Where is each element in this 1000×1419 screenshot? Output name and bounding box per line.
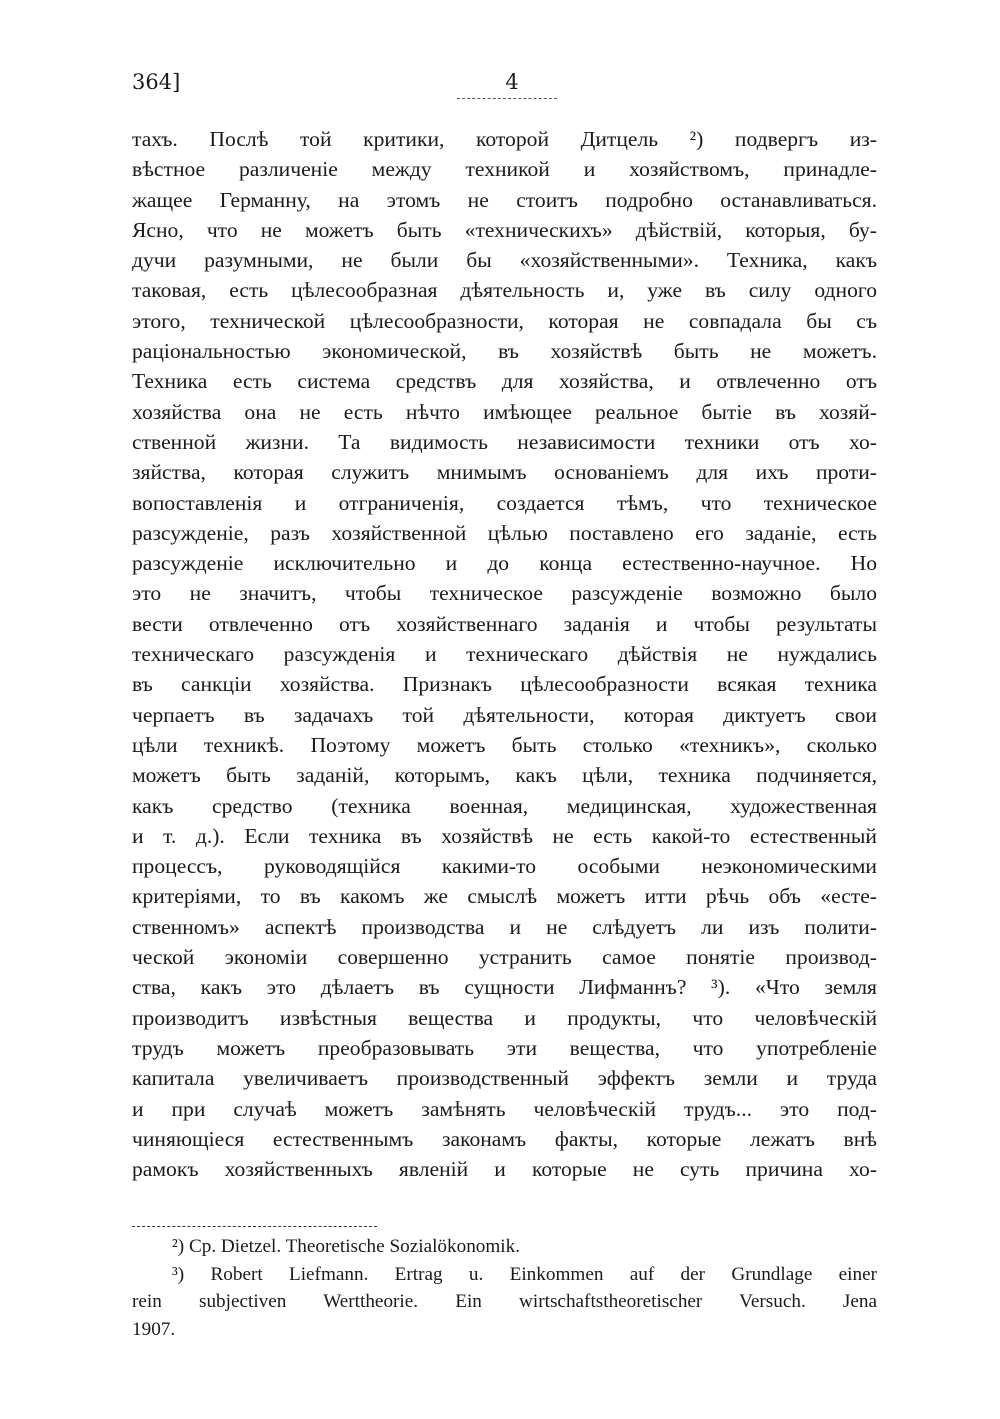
body-line: этого, технической цѣлесообразности, которая не совпадала бы съ xyxy=(132,308,877,333)
body-line: капитала увеличиваетъ производственный эффектъ земли и труда xyxy=(132,1066,877,1091)
body-line: разсужденіе исключительно и до конца естественно-научное. Но xyxy=(132,551,877,576)
body-line: это не значитъ, чтобы техническое разсужденіе возможно было xyxy=(132,581,877,606)
body-text xyxy=(132,124,877,1184)
body-line: цѣли техникѣ. Поэтому можетъ быть столько «техникъ», сколько xyxy=(132,732,877,757)
body-line: вѣстное различеніе между техникой и хозяйствомъ, принадле- xyxy=(132,157,877,182)
body-line: таковая, есть цѣлесообразная дѣятельность и, уже въ силу одного xyxy=(132,278,877,303)
body-line: въ санкціи хозяйства. Признакъ цѣлесообразности всякая техника xyxy=(132,672,877,697)
body-line: вести отвлеченно отъ хозяйственнаго заданія и чтобы результаты xyxy=(132,611,877,636)
body-line: критеріями, то въ какомъ же смыслѣ можетъ итти рѣчь объ «есте- xyxy=(132,884,877,909)
body-line: ческой экономіи совершенно устранить самое понятіе производ- xyxy=(132,945,877,970)
page-number: 364] xyxy=(132,70,181,94)
header-rule xyxy=(457,98,557,99)
body-line: и при случаѣ можетъ замѣнять человѣческій трудъ... это под- xyxy=(132,1096,877,1121)
footnote-2: ²) Cp. Dietzel. Theoretische Sozialökonomik. xyxy=(172,1236,521,1257)
footnote-divider xyxy=(132,1226,377,1227)
footnotes xyxy=(132,1233,877,1343)
body-line: ства, какъ это дѣлаетъ въ сущности Лифманнъ? ³). «Что земля xyxy=(132,975,877,1000)
body-line: разсужденіе, разъ хозяйственной цѣлью поставлено его заданіе, есть xyxy=(132,520,877,545)
body-line: и т. д.). Если техника въ хозяйствѣ не есть какой-то естественный xyxy=(132,823,877,848)
body-line: чиняющіеся естественнымъ законамъ факты, которые лежатъ внѣ xyxy=(132,1126,877,1151)
body-line: Техника есть система средствъ для хозяйства, и отвлеченно отъ xyxy=(132,369,877,394)
body-line: какъ средство (техника военная, медицинская, художественная xyxy=(132,793,877,818)
body-line: можетъ быть заданій, которымъ, какъ цѣли, техника подчиняется, xyxy=(132,763,877,788)
body-line: хозяйства она не есть нѣчто имѣющее реальное бытіе въ хозяй- xyxy=(132,399,877,424)
body-line: черпаетъ въ задачахъ той дѣятельности, которая диктуетъ свои xyxy=(132,702,877,727)
body-line: тахъ. Послѣ той критики, которой Дитцель ²) подвергъ из- xyxy=(132,127,877,151)
body-line: рамокъ хозяйственныхъ явленій и которые не суть причина хо- xyxy=(132,1157,877,1182)
body-line: Ясно, что не можетъ быть «техническихъ» дѣйствій, которыя, бу- xyxy=(132,217,877,242)
page-header xyxy=(132,70,877,110)
body-line: дучи разумными, не были бы «хозяйственными». Техника, какъ xyxy=(132,248,877,273)
body-line: жащее Германну, на этомъ не стоитъ подробно останавливаться. xyxy=(132,187,877,212)
body-line: ственной жизни. Та видимость независимости техники отъ хо- xyxy=(132,429,877,454)
body-line: производитъ извѣстныя вещества и продукты, что человѣческій xyxy=(132,1005,877,1030)
body-line: техническаго разсужденія и техническаго дѣйствія не нуждались xyxy=(132,642,877,667)
body-line: процессъ, руководящійся какими-то особыми неэкономическими xyxy=(132,854,877,879)
body-line: ственномъ» аспектѣ производства и не слѣдуетъ ли изъ полити- xyxy=(132,914,877,939)
body-line: зяйства, которая служитъ мнимымъ основаніемъ для ихъ проти- xyxy=(132,460,877,485)
body-line: раціональностью экономической, въ хозяйствѣ быть не можетъ. xyxy=(132,339,877,364)
footnote-3-line-1: ³) Robert Liefmann. Ertrag u. Einkommen auf der Grundlage einer xyxy=(172,1263,877,1285)
center-page-number: 4 xyxy=(505,70,519,94)
body-line: трудъ можетъ преобразовывать эти вещества, что употребленіе xyxy=(132,1035,877,1060)
body-line: вопоставленія и отграниченія, создается тѣмъ, что техническое xyxy=(132,490,877,515)
footnote-3-line-3: 1907. xyxy=(132,1318,176,1340)
footnote-3-line-2: rein subjectiven Werttheorie. Ein wirtschaftstheoretischer Versuch. Jena xyxy=(132,1291,877,1312)
